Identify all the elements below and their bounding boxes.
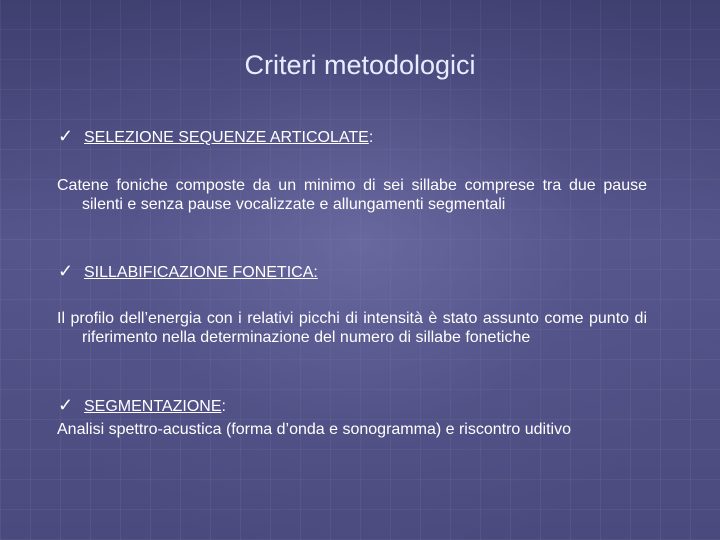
bullet-heading-suffix: : [368,129,374,146]
bullet-heading: SILLABIFICAZIONE FONETICA: [84,264,318,281]
bullet-selezione [58,126,373,147]
checkmark-icon: ✓ [58,395,74,415]
bullet-heading: SELEZIONE SEQUENZE ARTICOLATE [84,129,369,146]
bullet-heading-suffix: : [221,398,226,415]
bullet-heading: SEGMENTAZIONE [84,398,222,415]
paragraph-sillabificazione: Il profilo dell’energia con i relativi picchi di intensità è stato assunto come punto di riferimento nella determinazione del numero di sillabe fonetiche [57,310,647,346]
paragraph-selezione: Catene foniche composte da un minimo di sei sillabe comprese tra due pause silenti e senza pause vocalizzate e allungamenti segmentali [57,177,647,213]
checkmark-icon: ✓ [58,261,74,281]
bullet-sillabificazione [58,261,318,282]
checkmark-icon: ✓ [58,126,74,146]
slide-title: Criteri metodologici [244,50,476,80]
bullet-segmentazione [58,395,226,416]
paragraph-segmentazione: Analisi spettro-acustica (forma d’onda e sonogramma) e riscontro uditivo [57,421,572,438]
